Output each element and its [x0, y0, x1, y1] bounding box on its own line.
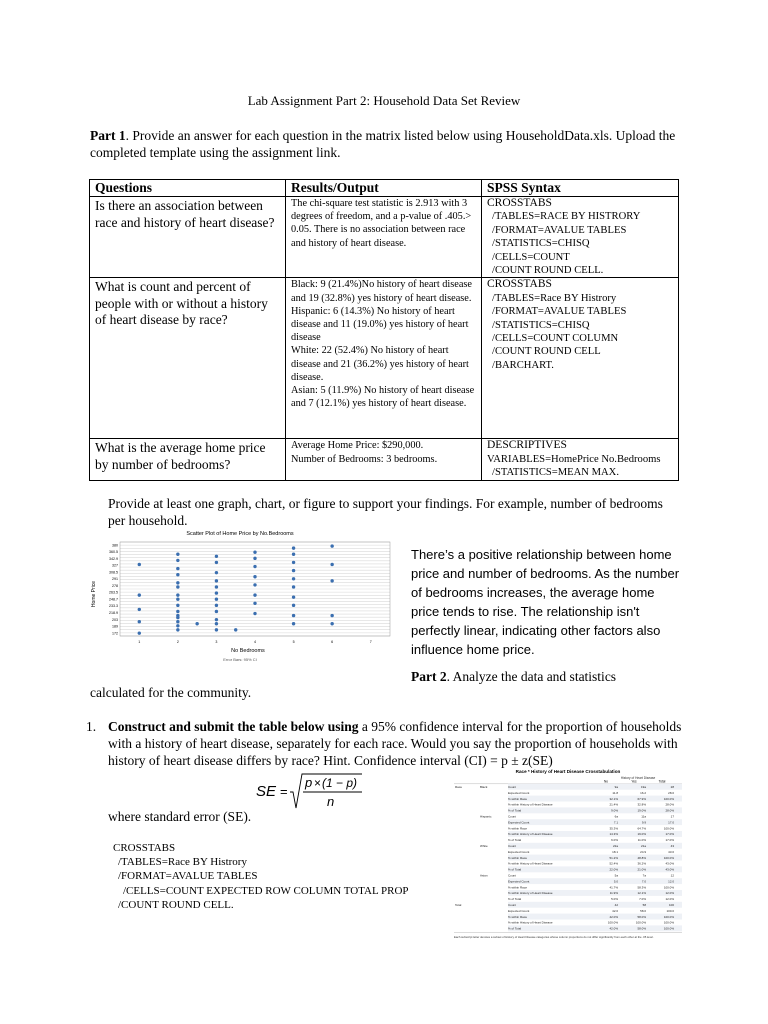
syntax-cell	[482, 439, 679, 480]
scatter-point	[138, 593, 141, 596]
scatter-point	[176, 553, 179, 556]
crosstab-cell: 100.0%	[663, 796, 674, 801]
crosstab-cell: % within Race	[508, 885, 528, 890]
x-tick-label: 5	[292, 640, 295, 644]
scatter-footnote: Error Bars: 95% CI	[223, 657, 257, 662]
scatter-title: Scatter Plot of Home Price by No.Bedrooms	[186, 531, 294, 537]
scatter-plot	[90, 528, 400, 664]
y-tick-label: 327	[112, 563, 118, 568]
y-tick-label: 172	[112, 631, 118, 636]
syntax-line: /TABLES=RACE BY HISTRORY	[492, 211, 641, 223]
scatter-point	[215, 598, 218, 601]
y-tick-label: 248.7	[109, 597, 118, 602]
part1-label: Part 1	[90, 128, 126, 143]
crosstab-cell: 17.0%	[665, 838, 674, 843]
crosstabs-syntax	[113, 841, 413, 912]
y-tick-label: 291	[112, 577, 118, 582]
crosstab-cell: 100.0	[666, 908, 674, 913]
part2-continuation: calculated for the community.	[90, 685, 252, 700]
scatter-point	[234, 628, 237, 631]
crosstab-cell: 28	[670, 785, 674, 789]
y-tick-label: 342.9	[109, 556, 118, 561]
crosstab-cell: 58.0%	[637, 914, 646, 919]
header-questions: Questions	[90, 180, 286, 197]
crosstab-cell: 21.0%	[637, 867, 646, 872]
x-tick-label: 1	[138, 640, 141, 644]
crosstab-cell: % within Race	[508, 914, 528, 919]
crosstab-cell: 43.0%	[665, 867, 674, 872]
se-where: where standard error (SE).	[108, 809, 252, 824]
syntax-line: /TABLES=Race BY Histrory	[492, 292, 617, 304]
result-cell	[286, 439, 482, 480]
crosstab-cell: 24.9	[640, 849, 646, 854]
crosstab-cell: 14.3%	[609, 832, 618, 837]
part2-heading	[411, 668, 701, 685]
crosstab-cell: 42.0%	[609, 926, 618, 931]
scatter-point	[330, 622, 333, 625]
crosstab-col-header: Total	[658, 779, 666, 784]
scatter-point	[176, 581, 179, 584]
scatter-point	[292, 614, 295, 617]
crosstab-cell: 100.0%	[663, 855, 674, 860]
y-tick-label: 189	[112, 624, 118, 629]
crosstab-cell: % of Total	[508, 838, 522, 843]
crosstab-cell: % of Total	[508, 897, 522, 902]
crosstab-row-shade	[508, 925, 682, 931]
crosstab-cell: 42.0%	[609, 914, 618, 919]
x-tick-label: 3	[215, 640, 218, 644]
result-line: Average Home Price: $290,000.	[291, 440, 424, 452]
result-line: Asian: 5 (11.9%) No history of heart disease and 7 (12.1%) yes history of heart disease.	[291, 385, 475, 410]
crosstab-cell: 58	[642, 903, 646, 907]
scatter-x-ticks	[138, 640, 371, 644]
matrix-header-row	[90, 180, 679, 197]
scatter-point	[215, 591, 218, 594]
syntax-line: /CELLS=COUNT	[492, 251, 570, 263]
scatter-point	[330, 579, 333, 582]
crosstab-cell: % within Race	[508, 826, 528, 831]
scatter-point	[215, 604, 218, 607]
crosstab-cell: 32.1%	[609, 796, 618, 801]
syntax-line: /STATISTICS=CHISQ	[492, 319, 590, 331]
scatter-point	[253, 602, 256, 605]
scatter-point	[176, 573, 179, 576]
crosstab-footnote: Each subscript letter denotes a subset of History of Heart Disease categories whose column proportions do not differ significantly from each other at the .05 level.	[454, 935, 654, 939]
crosstab-cell: Expected Count	[508, 908, 530, 913]
scatter-ylabel: Home Price	[91, 580, 97, 608]
crosstab-row-shade	[508, 914, 682, 920]
scatter-point	[330, 563, 333, 566]
scatter-point	[215, 555, 218, 558]
syntax-cell	[482, 278, 679, 439]
se-formula	[256, 772, 368, 812]
scatter-point	[253, 551, 256, 554]
header-syntax: SPSS Syntax	[482, 180, 679, 197]
crosstabs-line: /FORMAT=AVALUE TABLES	[118, 870, 258, 883]
question-cell: What is count and percent of people with or without a history of heart disease by race?	[90, 278, 286, 439]
y-tick-label: 218.9	[109, 610, 118, 615]
scatter-point	[292, 553, 295, 556]
crosstab-cell: 35.3%	[609, 826, 618, 831]
syntax-line: /STATISTICS=CHISQ	[492, 238, 590, 250]
crosstab-cell: Count	[508, 903, 517, 907]
crosstab-header	[454, 780, 682, 784]
y-tick-label: 360.5	[109, 550, 118, 555]
crosstab-cell: 7a	[642, 873, 646, 878]
syntax-line: /FORMAT=AVALUE TABLES	[492, 224, 627, 236]
crosstab-title: Race * History of Heart Disease Crosstabulation	[515, 769, 621, 774]
scatter-point	[215, 618, 218, 621]
y-tick-label: 203	[112, 617, 118, 622]
crosstab-cell: 12.1%	[637, 891, 646, 896]
crosstab-cell: % within History of Heart Disease	[508, 920, 553, 925]
crosstab-cell: 18.1	[612, 849, 618, 854]
crosstab-cell: Count	[508, 844, 517, 848]
crosstab-cell: 17	[670, 814, 674, 819]
part1-intro	[90, 127, 680, 161]
crosstab-cell: % within Race	[508, 855, 528, 860]
crosstab-cell: 7.0	[641, 879, 646, 884]
x-tick-label: 7	[369, 640, 372, 644]
result-line: The chi-square test statistic is 2.913 with 3 degrees of freedom, and a p-value of .405.> 0.05. There is no association between race and history of heart disease.	[291, 198, 472, 249]
q1-body: a 95% confidence interval for the proportion of households with a history of heart disease, separately for each race. Would you say the proportion of households with history of heart disease differs by race? Hint. Confidence interval (CI) = p ± z(SE)	[108, 719, 682, 768]
formula-equals: =	[280, 784, 288, 799]
q1-number: 1.	[86, 719, 97, 734]
y-tick-label: 380	[112, 543, 118, 548]
crosstab-cell: 22.0%	[609, 867, 618, 872]
crosstabs-line: /CELLS=COUNT EXPECTED ROW COLUMN TOTAL PROP	[123, 884, 409, 897]
crosstab-cell: 11.0%	[637, 838, 646, 843]
scatter-point	[176, 610, 179, 613]
crosstab-cell: 43.0%	[665, 861, 674, 866]
crosstab-cell: % within History of Heart Disease	[508, 802, 553, 807]
x-tick-label: 6	[331, 640, 334, 644]
crosstab-cell: Count	[508, 814, 517, 819]
crosstab-cell: 43	[670, 844, 674, 848]
crosstab-cell: 100.0%	[663, 920, 674, 925]
crosstab-row-shade	[508, 866, 682, 872]
syntax-line: /STATISTICS=MEAN MAX.	[492, 467, 619, 479]
crosstab-cell: % within History of Heart Disease	[508, 861, 553, 866]
scatter-point	[176, 614, 179, 617]
x-tick-label: 4	[254, 640, 256, 644]
crosstab-cell: 7.1	[613, 820, 618, 825]
crosstab-cell: 21a	[640, 844, 646, 848]
syntax-line: /CELLS=COUNT COLUMN	[492, 333, 619, 345]
crosstab-col-group: History of Heart Disease	[620, 776, 656, 780]
crosstab-cell: 28.0	[668, 790, 674, 795]
crosstab-cell: 58.0	[640, 908, 646, 913]
crosstab-cell: 5.0%	[611, 897, 618, 902]
syntax-line: CROSSTABS	[487, 197, 552, 209]
crosstab-cell: % within History of Heart Disease	[508, 891, 553, 896]
document-title: Lab Assignment Part 2: Household Data Set Review	[247, 93, 521, 108]
crosstab-cell: 100.0%	[663, 826, 674, 831]
scatter-point	[292, 577, 295, 580]
crosstab-cell: 12	[670, 873, 674, 878]
syntax-line: /BARCHART.	[492, 359, 554, 371]
crosstab-cell: % within History of Heart Disease	[508, 832, 553, 837]
y-tick-label: 308.5	[109, 570, 118, 575]
crosstab-cell: Count	[508, 785, 517, 789]
crosstabs-line: /TABLES=Race BY Histrory	[118, 856, 247, 869]
scatter-point	[215, 610, 218, 613]
crosstab-cell: 7.0%	[639, 897, 646, 902]
crosstab-cell: 28.0%	[665, 802, 674, 807]
crosstab-cell: % of Total	[508, 808, 522, 813]
crosstab-body	[454, 784, 682, 933]
crosstab-cell: 36.2%	[637, 861, 646, 866]
crosstab-cell: 100.0%	[663, 885, 674, 890]
scatter-point	[253, 612, 256, 615]
y-tick-label: 278	[112, 583, 118, 588]
part2-label: Part 2	[411, 669, 447, 684]
scatter-point	[138, 563, 141, 566]
matrix-row	[90, 439, 679, 480]
crosstab-row-shade	[508, 855, 682, 861]
scatter-point	[253, 557, 256, 560]
header-results: Results/Output	[286, 180, 482, 197]
scatter-point	[292, 569, 295, 572]
matrix-row	[90, 278, 679, 439]
crosstab-cell: Expected Count	[508, 849, 530, 854]
assignment-matrix	[89, 179, 679, 481]
crosstab-cell: White	[480, 844, 488, 848]
y-tick-label: 233.3	[109, 604, 118, 609]
crosstab-cell: 19.0%	[637, 832, 646, 837]
crosstab-cell: Hispanic	[480, 814, 492, 819]
crosstab-cell: 9a	[614, 785, 618, 789]
syntax-cell	[482, 197, 679, 278]
scatter-point	[330, 614, 333, 617]
crosstab-cell: 51.2%	[609, 855, 618, 860]
scatter-point	[215, 561, 218, 564]
crosstab-row-shade	[508, 819, 682, 825]
scatter-point	[138, 631, 141, 634]
formula-numerator-p: p	[305, 775, 313, 790]
question-cell: What is the average home price by number of bedrooms?	[90, 439, 286, 480]
interpretation-text: There’s a positive relationship between home price and number of bedrooms. As the number of bedrooms increases, the average home price tends to rise. The relationship isn't perfectly linear, indicating other factors also influence home price.	[411, 547, 680, 657]
crosstab-cell: Race	[455, 785, 463, 789]
scatter-point	[292, 585, 295, 588]
scatter-point	[176, 593, 179, 596]
syntax-line: /COUNT ROUND CELL	[492, 346, 601, 358]
crosstab-cell: 12.0%	[665, 897, 674, 902]
scatter-point	[215, 622, 218, 625]
crosstab-cell: 9.0%	[611, 808, 618, 813]
scatter-point	[215, 585, 218, 588]
crosstab-cell: 42	[614, 903, 618, 907]
crosstab-cell: 28.0%	[665, 808, 674, 813]
crosstab-row-shade	[508, 807, 682, 813]
formula-lhs: SE	[256, 783, 277, 800]
result-cell	[286, 278, 482, 439]
crosstab-cell: 52.4%	[609, 861, 618, 866]
result-line: Number of Bedrooms: 3 bedrooms.	[291, 453, 438, 465]
crosstab-cell: 17.0%	[665, 832, 674, 837]
scatter-point	[176, 628, 179, 631]
crosstab-cell: 100.0%	[607, 920, 618, 925]
q1-bold: Construct and submit the table below using	[108, 719, 359, 734]
scatter-point	[176, 567, 179, 570]
scatter-point	[176, 620, 179, 623]
syntax-line: CROSSTABS	[487, 278, 552, 291]
crosstab-image	[452, 768, 684, 942]
part2-text: . Analyze the data and statistics	[446, 669, 617, 684]
scatter-point	[330, 544, 333, 547]
crosstab-cell: 22a	[612, 844, 618, 848]
crosstab-cell: 5.0	[613, 879, 618, 884]
crosstab-cell: % within Race	[508, 796, 528, 801]
formula-times: ×	[314, 776, 322, 790]
scatter-point	[176, 624, 179, 627]
crosstab-col-header: No	[603, 779, 609, 784]
graph-prompt: Provide at least one graph, chart, or figure to support your findings. For example, number of bedrooms per household.	[108, 496, 663, 528]
crosstab-cell: 12.0%	[665, 891, 674, 896]
scatter-point	[176, 604, 179, 607]
crosstab-cell: 100.0%	[663, 926, 674, 931]
scatter-point	[292, 622, 295, 625]
q1-text	[108, 718, 683, 769]
crosstab-cell: % of Total	[508, 867, 522, 872]
syntax-line: /FORMAT=AVALUE TABLES	[492, 306, 627, 318]
crosstab-cell: Asian	[480, 873, 488, 878]
crosstab-cell: 9.9	[641, 820, 646, 825]
crosstab-cell: 11a	[641, 814, 646, 819]
crosstab-cell: 32.8%	[637, 802, 646, 807]
crosstab-row-shade	[508, 784, 682, 790]
crosstab-cell: 6a	[614, 814, 618, 819]
crosstab-cell: 67.9%	[637, 796, 646, 801]
matrix-row	[90, 197, 679, 278]
crosstab-cell: 58.3%	[637, 885, 646, 890]
result-cell	[286, 197, 482, 278]
x-tick-label: 2	[176, 640, 179, 644]
crosstab-col-header: Yes	[631, 779, 637, 784]
crosstab-cell: % of Total	[508, 926, 522, 931]
crosstab-cell: 19.0%	[637, 808, 646, 813]
scatter-point	[253, 583, 256, 586]
crosstab-cell: 16.2	[640, 790, 646, 795]
crosstab-cell: Expected Count	[508, 820, 530, 825]
scatter-gridlines	[120, 542, 390, 636]
y-tick-label: 263.5	[109, 590, 118, 595]
formula-numerator-rest: (1 − p)	[322, 776, 358, 790]
crosstabs-line: CROSSTABS	[113, 842, 176, 854]
crosstab-cell: 11.9%	[609, 891, 618, 896]
syntax-line: /COUNT ROUND CELL.	[492, 265, 604, 277]
crosstab-cell: 17.0	[668, 820, 674, 825]
scatter-point	[195, 622, 198, 625]
scatter-point	[292, 595, 295, 598]
crosstab-cell: 64.7%	[637, 826, 646, 831]
scatter-point	[176, 559, 179, 562]
scatter-point	[292, 604, 295, 607]
scatter-point	[253, 593, 256, 596]
scatter-point	[253, 575, 256, 578]
scatter-point	[215, 628, 218, 631]
scatter-point	[292, 561, 295, 564]
crosstab-cell: Black	[480, 785, 488, 789]
scatter-point	[253, 565, 256, 568]
scatter-point	[176, 585, 179, 588]
crosstab-cell: 6.0%	[611, 838, 618, 843]
crosstab-cell: 58.0%	[637, 926, 646, 931]
crosstab-cell: 100.0%	[663, 914, 674, 919]
crosstab-cell: 21.4%	[609, 802, 618, 807]
crosstab-cell: Expected Count	[508, 879, 530, 884]
crosstab-cell: Count	[508, 873, 517, 878]
crosstab-cell: 5a	[614, 873, 618, 878]
scatter-y-ticks	[109, 543, 118, 635]
result-line: Black: 9 (21.4%)No history of heart disease and 19 (32.8%) yes history of heart disease.	[291, 279, 473, 304]
result-line: White: 22 (52.4%) No history of heart disease and 21 (36.2%) yes history of heart disease.	[291, 345, 469, 383]
crosstab-row-shade	[508, 878, 682, 884]
crosstab-cell: 48.8%	[637, 855, 646, 860]
scatter-point	[292, 546, 295, 549]
crosstab-cell: 12.0	[668, 879, 674, 884]
formula-denominator: n	[327, 794, 335, 809]
crosstabs-line: /COUNT ROUND CELL.	[118, 898, 234, 911]
crosstab-cell: 19a	[640, 785, 646, 789]
crosstab-cell: 42.0	[612, 908, 618, 913]
crosstab-cell: 43.0	[668, 849, 674, 854]
syntax-line: DESCRIPTIVES	[487, 439, 567, 452]
scatter-point	[215, 579, 218, 582]
part1-text: . Provide an answer for each question in the matrix listed below using HouseholdData.xls. Upload the completed template using the assignment link.	[90, 128, 676, 160]
scatter-point	[215, 571, 218, 574]
crosstab-row-shade	[508, 902, 682, 908]
crosstab-row-shade	[508, 843, 682, 849]
crosstab-cell: 41.7%	[609, 885, 618, 890]
crosstab-row-shade	[508, 796, 682, 802]
syntax-line: VARIABLES=HomePrice No.Bedrooms	[487, 453, 661, 465]
scatter-point	[138, 608, 141, 611]
crosstab-cell: 100.0%	[635, 920, 646, 925]
crosstab-cell: 100	[668, 903, 674, 907]
scatter-xlabel: No Bedrooms	[231, 648, 265, 654]
crosstab-cell: Total	[455, 903, 462, 907]
scatter-point	[138, 620, 141, 623]
result-line: Hispanic: 6 (14.3%) No history of heart disease and 11 (19.0%) yes history of heart disease	[291, 305, 469, 344]
scatter-point	[176, 598, 179, 601]
crosstab-cell: Expected Count	[508, 790, 530, 795]
question-cell: Is there an association between race and history of heart disease?	[90, 197, 286, 278]
crosstab-cell: 11.8	[612, 790, 618, 795]
